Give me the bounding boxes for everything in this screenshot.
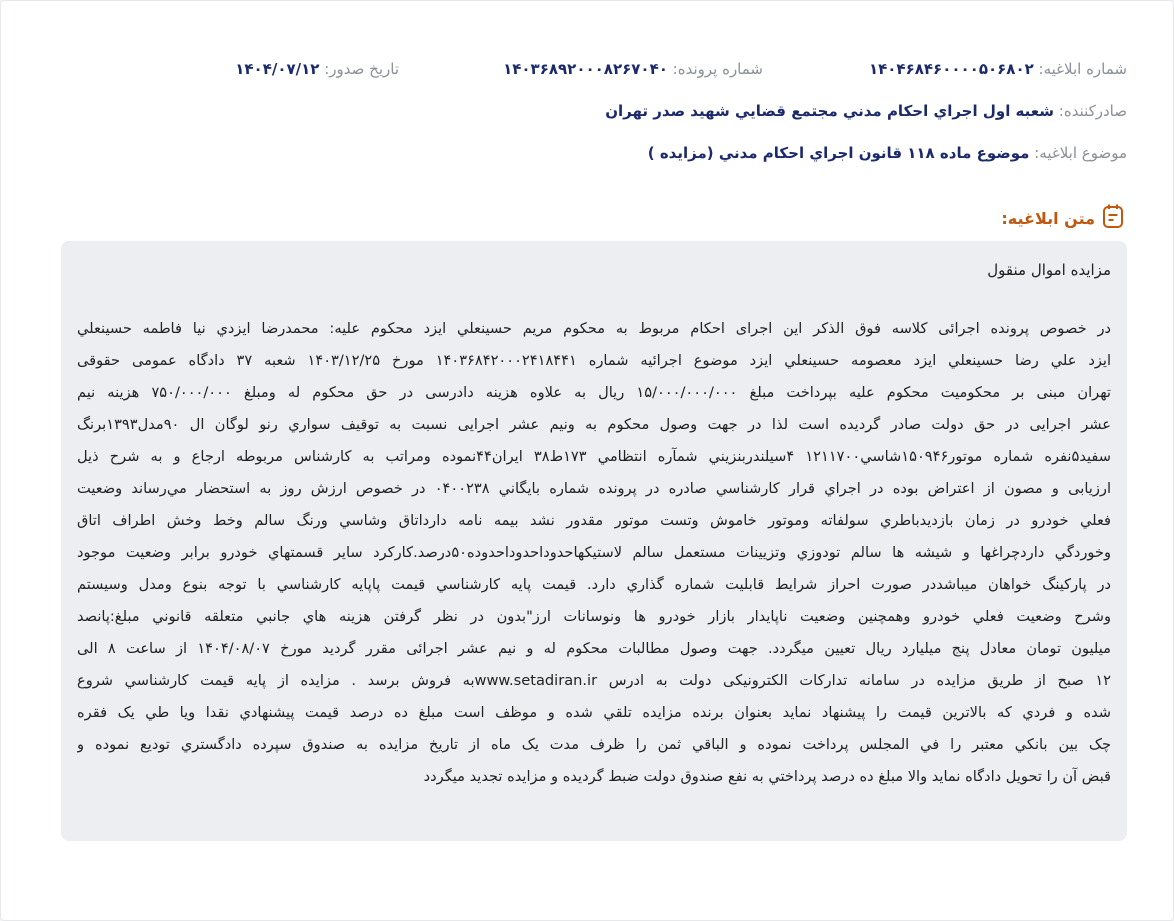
subject [648,144,1127,162]
notice-body-line: وشرح وضعيت فعلي خودرو وهمچنين وضعيت ناپايدار بازار خودرو ها ونوسانات ارز"بدون در نظر گرفتن هزينه هاي جانبي متعلقه قانوني مبلغ:پانصد [77,608,1111,625]
notice-body-line: ايزد علي رضا حسينعلي ايزد معصومه حسينعلي ايزد موضوع اجرائیه شماره ۱۴۰۳۶۸۴۲۰۰۰۲۴۱۸۴۴۱ مورخ ۱۴۰۳/۱۲/۲۵ شعبه ۳۷ دادگاه عمومی حقوقی [77,352,1111,369]
notice-body-line: در پاركينگ خواهان ميباشددر صورت احراز شرايط قابليت شماره گذاري دارد. قيمت پايه كارشناسي قيمت پاپايه كارشناسي با توجه بنوع ومدل وسيستم [77,576,1111,593]
issuer-value: شعبه اول اجراي احكام مدني مجتمع قضايي شهيد صدر تهران [605,102,1054,120]
issue-date-value: ۱۴۰۴/۰۷/۱۲ [235,60,320,78]
notice-number-value: ۱۴۰۴۶۸۴۶۰۰۰۰۵۰۶۸۰۲ [868,60,1034,78]
case-number [503,60,763,78]
notice-heading: مزایده اموال منقول [987,261,1111,279]
notice-body-line: ميليون تومان معادل پنج ميليارد ريال تعيين ميگردد. جهت وصول مطالبات محکوم له و نیم عشر اجرائی مقرر گردید مورخ ۱۴۰۴/۰۸/۰۷ از ساعت ۸ الی [77,640,1111,657]
notice-number [869,60,1127,78]
notice-body-line: شده و فردي كه بالاترين قيمت را پيشنهاد نمايد بعنوان برنده مزايده تلقي شده و موظف است مبلغ ده درصد قيمت پيشنهادي نقدا ويا طي يک فقره [77,704,1111,721]
issue-date-label: تاریخ صدور: [324,60,399,78]
notice-body-line: سفيد۵نفره شماره موتور۱۵۰۹۴۶شاسي۱۲۱۱۷۰۰ ۴سيلندربنزيني شمآره انتظامي ۱۷۳ط۳۸ ايران۴۴نموده ومراتب به کارشناس مربوطه ارجاع و به شرح ذیل [77,448,1111,465]
notepad-icon [1101,203,1125,233]
notice-body-line: قبض آن را تحويل دادگاه نمايد والا مبلغ ده درصد پرداختي به نفع صندوق دولت ضبط گرديده و مزايده تجديد ميگردد [423,768,1111,785]
subject-label: موضوع ابلاغیه: [1034,144,1127,162]
notice-body [77,313,1111,793]
notice-body-line: فعلي خودرو در زمان بازديدباطري سولفاته وموتور خاموش وتست موتور مقدور نشد بيمه نامه دارداتاق وشاسي ورنگ سالم وخط وخش اطراف اتاق [77,512,1111,529]
issuer [605,102,1127,120]
case-number-value: ۱۴۰۳۶۸۹۲۰۰۰۸۲۶۷۰۴۰ [503,60,668,78]
case-number-label: شماره پرونده: [672,60,763,78]
notice-body-line: ارزیابی و مصون از اعتراض بوده در اجراي قرار كارشناسي صادره در پرونده شماره بايگاني ۰۴۰۰۲۳۸ در خصوص ارزش روز به استحضار مي‌رساند وضعيت [77,480,1111,497]
section-title [1001,203,1125,233]
subject-value: موضوع ماده ۱۱۸ قانون اجراي احكام مدني (مزايده ) [647,144,1030,162]
notice-body-line: ۱۲ صبح از طریق مزایده در سامانه تدارکات الکترونیکی دولت به ادرس www.setadiran.irبه فروش برسد . مزايده از پايه قيمت كارشناسي شروع [77,672,1111,689]
issue-date [235,60,399,78]
issuer-label: صادرکننده: [1058,102,1127,120]
notice-text-box [61,241,1127,841]
notice-body-line: تهران مبنی بر محکومیت محکوم علیه بپرداخت مبلغ ۱۵/۰۰۰/۰۰۰/۰۰۰ ریال به علاوه هزینه دادرسی در حق محکوم له ومبلغ ۷۵۰/۰۰۰/۰۰۰ هزینه نیم [77,384,1111,401]
section-title-text: متن ابلاغیه: [1001,208,1095,228]
notice-body-line: چک بين بانكي معتبر را في المجلس پرداخت نموده و الباقي ثمن را ظرف مدت يک ماه از تاريخ مزايده به صندوق سپرده دادگستري توديع نموده و [77,736,1111,753]
notice-number-label: شماره ابلاغیه: [1038,60,1127,78]
notice-body-line: وخوردگي داردچراغها و شيشه ها سالم تودوزي وتزيينات مستعمل سالم لاستيكهاحدوداحدوداحدوده۵۰درصد.كاركرد ساير قسمتهاي خودرو برابر وضعيت موجود [77,544,1111,561]
notice-body-line: در خصوص پرونده اجرائی کلاسه فوق الذکر این اجرای احکام مربوط به محکوم مریم حسینعلي ایزد محکوم علیه: محمدرضا ايزدي نيا فاطمه حسينعلي [77,320,1111,337]
notice-body-line: عشر اجرایی در حق دولت صادر گردیده است لذا در جهت وصول محکوم به ونیم عشر اجرایی نسبت به توقيف سواري رنو لوگان ال ۹۰مدل۱۳۹۳برنگ [77,416,1111,433]
